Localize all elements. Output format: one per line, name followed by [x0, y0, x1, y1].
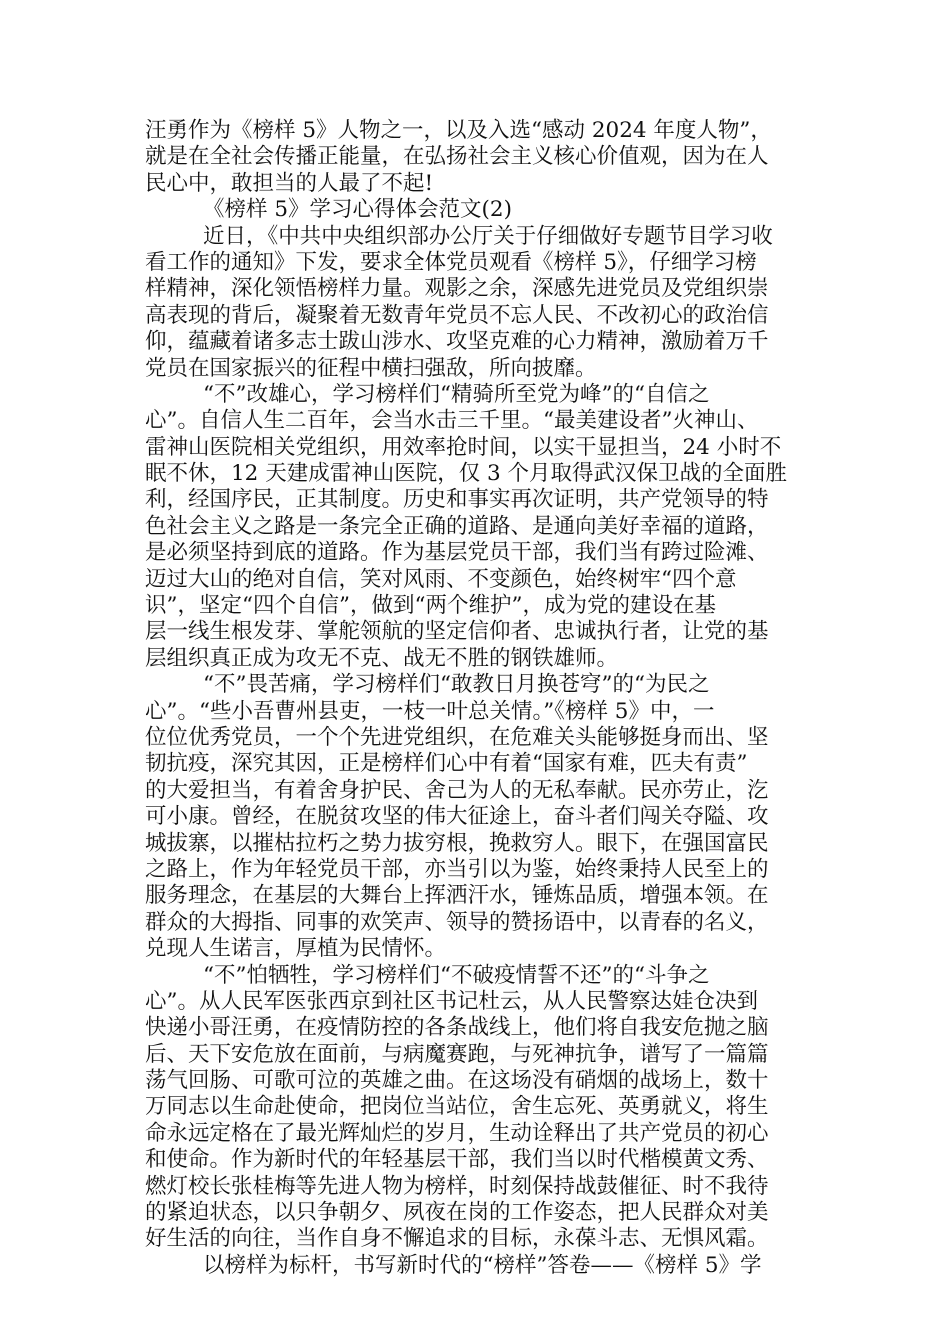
paragraph-line: 仰，蕴藏着诸多志士跋山涉水、攻坚克难的心力精神，激励着万千 — [145, 329, 769, 355]
paragraph-line: 迈过大山的绝对自信，笑对风雨、不变颜色，始终树牢“四个意 — [145, 566, 737, 592]
paragraph-line: 的大爱担当，有着舍身护民、舍己为人的无私奉献。民亦劳止，汔 — [145, 777, 769, 803]
paragraph-line: 利，经国序民，正其制度。历史和事实再次证明，共产党领导的特 — [145, 487, 769, 513]
paragraph-line: 万同志以生命赴使命，把岗位当站位，舍生忘死、英勇就义，将生 — [145, 1094, 769, 1120]
paragraph-first-line: 近日，《中共中央组织部办公厅关于仔细做好专题节目学习收 — [203, 223, 773, 249]
paragraph-line: 心”。从人民军医张西京到社区书记杜云，从人民警察达娃仓决到 — [145, 988, 758, 1014]
paragraph-line: 雷神山医院相关党组织，用效率抢时间，以实干显担当，24 小时不 — [145, 434, 782, 460]
paragraph-line: 高表现的背后，凝聚着无数青年党员不忘人民、不改初心的政治信 — [145, 302, 769, 328]
paragraph-first-line: “不”怕牺牲，学习榜样们“不破疫情誓不还”的“斗争之 — [203, 962, 710, 988]
paragraph-first-line: “不”畏苦痛，学习榜样们“敢教日月换苍穹”的“为民之 — [203, 672, 710, 698]
paragraph-line: 的紧迫状态，以只争朝夕、夙夜在岗的工作姿态，把人民群众对美 — [145, 1200, 769, 1226]
paragraph-line: 燃灯校长张桂梅等先进人物为榜样，时刻保持战鼓催征、时不我待 — [145, 1173, 769, 1199]
paragraph-line: 党员在国家振兴的征程中横扫强敌，所向披靡。 — [145, 355, 597, 381]
paragraph-line: 城拔寨，以摧枯拉朽之势力拔穷根，挽救穷人。眼下，在强国富民 — [145, 830, 769, 856]
paragraph-line: 汪勇作为《榜样 5》人物之一，以及入选“感动 2024 年度人物”， — [145, 118, 772, 143]
paragraph-line: 位位优秀党员，一个个先进党组织，在危难关头能够挺身而出、坚 — [145, 724, 769, 750]
paragraph-line: 命永远定格在了最光辉灿烂的岁月，生动诠释出了共产党员的初心 — [145, 1120, 769, 1146]
paragraph-line: 好生活的向往，当作自身不懈追求的目标，永葆斗志、无惧风霜。 — [145, 1226, 769, 1252]
paragraph-line: 民心中，敢担当的人最了不起! — [145, 170, 434, 196]
paragraph-line: 可小康。曾经，在脱贫攻坚的伟大征途上，奋斗者们闯关夺隘、攻 — [145, 804, 769, 830]
paragraph-line: 看工作的通知》下发，要求全体党员观看《榜样 5》，仔细学习榜 — [145, 249, 757, 275]
paragraph-line: 层组织真正成为攻无不克、战无不胜的钢铁雄师。 — [145, 645, 619, 671]
paragraph-line: 服务理念，在基层的大舞台上挥洒汗水，锤炼品质，增强本领。在 — [145, 883, 769, 909]
paragraph-line: 是必须坚持到底的道路。作为基层党员干部，我们当有跨过险滩、 — [145, 540, 769, 566]
paragraph-line: 韧抗疫，深究其因，正是榜样们心中有着“国家有难，匹夫有责” — [145, 751, 748, 777]
document-body — [145, 118, 810, 1279]
paragraph-line: 识”，坚定“四个自信”，做到“两个维护”，成为党的建设在基 — [145, 593, 716, 619]
paragraph-first-line: 以榜样为标杆，书写新时代的“榜样”答卷——《榜样 5》学 — [203, 1252, 762, 1278]
paragraph-line: 之路上，作为年轻党员干部，亦当引以为鉴，始终秉持人民至上的 — [145, 856, 769, 882]
paragraph-line: 兑现人生诺言，厚植为民情怀。 — [145, 936, 447, 962]
paragraph-first-line: “不”改雄心，学习榜样们“精骑所至党为峰”的“自信之 — [203, 381, 710, 407]
paragraph-line: 荡气回肠、可歌可泣的英雄之曲。在这场没有硝烟的战场上，数十 — [145, 1068, 769, 1094]
paragraph-line: 心”。“些小吾曹州县吏，一枝一叶总关情。”《榜样 5》中，一 — [145, 698, 715, 724]
paragraph-line: 层一线生根发芽、掌舵领航的坚定信仰者、忠诚执行者，让党的基 — [145, 619, 769, 645]
paragraph-line: 眠不休，12 天建成雷神山医院，仅 3 个月取得武汉保卫战的全面胜 — [145, 461, 788, 487]
paragraph-line: 快递小哥汪勇，在疫情防控的各条战线上，他们将自我安危抛之脑 — [145, 1015, 769, 1041]
paragraph-line: 样精神，深化领悟榜样力量。观影之余，深感先进党员及党组织崇 — [145, 276, 769, 302]
paragraph-line: 就是在全社会传播正能量，在弘扬社会主义核心价值观，因为在人 — [145, 144, 769, 170]
paragraph-line: 和使命。作为新时代的年轻基层干部，我们当以时代楷模黄文秀、 — [145, 1147, 769, 1173]
paragraph-line: 色社会主义之路是一条完全正确的道路、是通向美好幸福的道路， — [145, 513, 769, 539]
paragraph-line: 后、天下安危放在面前，与病魔赛跑，与死神抗争，谱写了一篇篇 — [145, 1041, 769, 1067]
paragraph-first-line: 《榜样 5》学习心得体会范文(2) — [203, 197, 512, 223]
paragraph-line: 心”。自信人生二百年，会当水击三千里。“最美建设者”火神山、 — [145, 408, 759, 434]
paragraph-line: 群众的大拇指、同事的欢笑声、领导的赞扬语中，以青春的名义， — [145, 909, 769, 935]
